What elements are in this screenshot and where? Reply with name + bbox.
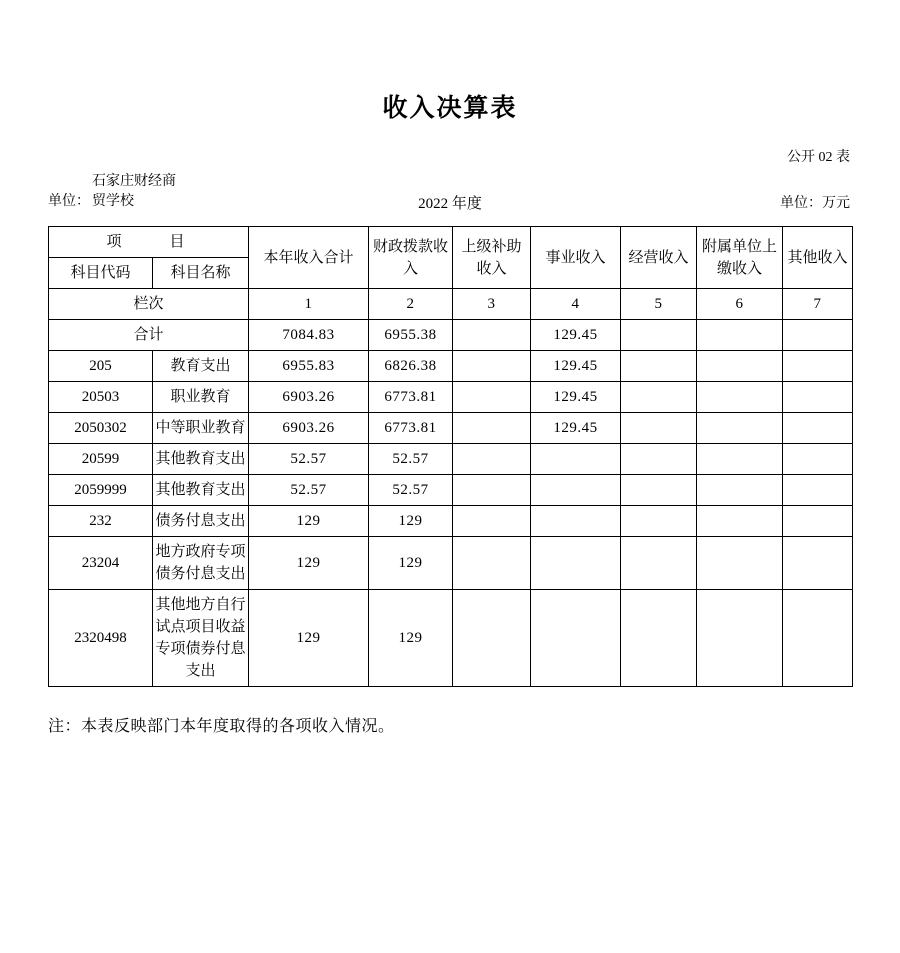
row-value-1: 52.57 [249,444,369,475]
table-row [49,506,853,537]
header-affiliated: 附属单位上缴收入 [697,227,783,289]
table-row [49,444,853,475]
column-no-6: 6 [697,289,783,320]
row-value-5 [621,351,697,382]
row-value-6 [697,506,783,537]
row-subject-code: 20599 [49,444,153,475]
row-value-2: 129 [369,590,453,687]
header-fiscal: 财政拨款收入 [369,227,453,289]
row-value-2: 6955.38 [369,320,453,351]
row-value-5 [621,382,697,413]
column-no-4: 4 [531,289,621,320]
row-subject-name: 教育支出 [153,351,249,382]
row-value-6 [697,413,783,444]
meta-row [48,172,852,224]
column-no-7: 7 [783,289,853,320]
row-value-7 [783,506,853,537]
row-value-2: 6826.38 [369,351,453,382]
revenue-table [48,226,853,687]
header-superior: 上级补助收入 [453,227,531,289]
row-subject-name: 其他教育支出 [153,444,249,475]
column-no-2: 2 [369,289,453,320]
header-item-group: 项 目 [49,227,249,258]
fiscal-year: 2022 年度 [418,196,482,212]
row-subject-name: 债务付息支出 [153,506,249,537]
unit-name: 石家庄财经商贸学校 [92,174,176,209]
row-subject-code: 2059999 [49,475,153,506]
row-value-6 [697,475,783,506]
row-value-4 [531,444,621,475]
table-note: 注：本表反映部门本年度取得的各项收入情况。 [48,718,395,735]
row-value-5 [621,413,697,444]
row-value-7 [783,444,853,475]
row-value-7 [783,320,853,351]
table-row [49,590,853,687]
row-value-1: 6955.83 [249,351,369,382]
header-operating: 经营收入 [621,227,697,289]
row-value-1: 7084.83 [249,320,369,351]
row-value-6 [697,382,783,413]
table-row [49,537,853,590]
row-value-5 [621,444,697,475]
row-subject-code: 205 [49,351,153,382]
column-no-5: 5 [621,289,697,320]
row-value-2: 6773.81 [369,382,453,413]
row-value-6 [697,444,783,475]
row-value-3 [453,413,531,444]
row-value-2: 6773.81 [369,413,453,444]
row-value-7 [783,537,853,590]
row-value-4: 129.45 [531,382,621,413]
row-value-3 [453,382,531,413]
row-value-7 [783,382,853,413]
row-value-4 [531,590,621,687]
table-body [49,320,853,687]
row-total-label: 合计 [49,320,249,351]
row-subject-name: 地方政府专项债务付息支出 [153,537,249,590]
row-subject-name: 中等职业教育 [153,413,249,444]
row-subject-code: 23204 [49,537,153,590]
table-row [49,413,853,444]
row-value-7 [783,351,853,382]
column-no-3: 3 [453,289,531,320]
row-value-3 [453,475,531,506]
header-other: 其他收入 [783,227,853,289]
row-value-3 [453,351,531,382]
table-row [49,320,853,351]
row-subject-name: 职业教育 [153,382,249,413]
row-value-7 [783,475,853,506]
row-value-1: 6903.26 [249,413,369,444]
row-value-5 [621,320,697,351]
header-career: 事业收入 [531,227,621,289]
row-value-5 [621,506,697,537]
row-value-1: 129 [249,590,369,687]
amount-unit: 单位：万元 [780,196,850,211]
column-no-1: 1 [249,289,369,320]
row-value-2: 129 [369,506,453,537]
row-value-5 [621,475,697,506]
table-row [49,475,853,506]
row-subject-code: 2050302 [49,413,153,444]
row-value-1: 52.57 [249,475,369,506]
header-code: 科目代码 [49,258,153,289]
row-value-6 [697,320,783,351]
column-no-label: 栏次 [49,289,249,320]
row-subject-name: 其他教育支出 [153,475,249,506]
row-value-3 [453,537,531,590]
row-value-2: 129 [369,537,453,590]
row-value-4 [531,537,621,590]
row-value-3 [453,590,531,687]
row-value-4: 129.45 [531,413,621,444]
row-value-6 [697,351,783,382]
row-subject-code: 232 [49,506,153,537]
row-subject-code: 2320498 [49,590,153,687]
row-value-1: 129 [249,506,369,537]
row-value-3 [453,444,531,475]
row-subject-name: 其他地方自行试点项目收益专项债券付息支出 [153,590,249,687]
row-value-6 [697,590,783,687]
unit-label: 单位： [48,194,90,209]
table-row [49,351,853,382]
row-value-5 [621,537,697,590]
row-value-2: 52.57 [369,444,453,475]
row-value-7 [783,413,853,444]
row-value-4 [531,475,621,506]
page-title: 收入决算表 [382,95,518,122]
row-value-2: 52.57 [369,475,453,506]
row-subject-code: 20503 [49,382,153,413]
row-value-3 [453,320,531,351]
row-value-4: 129.45 [531,351,621,382]
row-value-3 [453,506,531,537]
header-total: 本年收入合计 [249,227,369,289]
header-name: 科目名称 [153,258,249,289]
row-value-4: 129.45 [531,320,621,351]
table-header-row-group [49,227,853,258]
row-value-4 [531,506,621,537]
table-column-number-row [49,289,853,320]
form-code: 公开 02 表 [787,150,850,165]
row-value-5 [621,590,697,687]
row-value-7 [783,590,853,687]
row-value-6 [697,537,783,590]
table-row [49,382,853,413]
row-value-1: 129 [249,537,369,590]
row-value-1: 6903.26 [249,382,369,413]
